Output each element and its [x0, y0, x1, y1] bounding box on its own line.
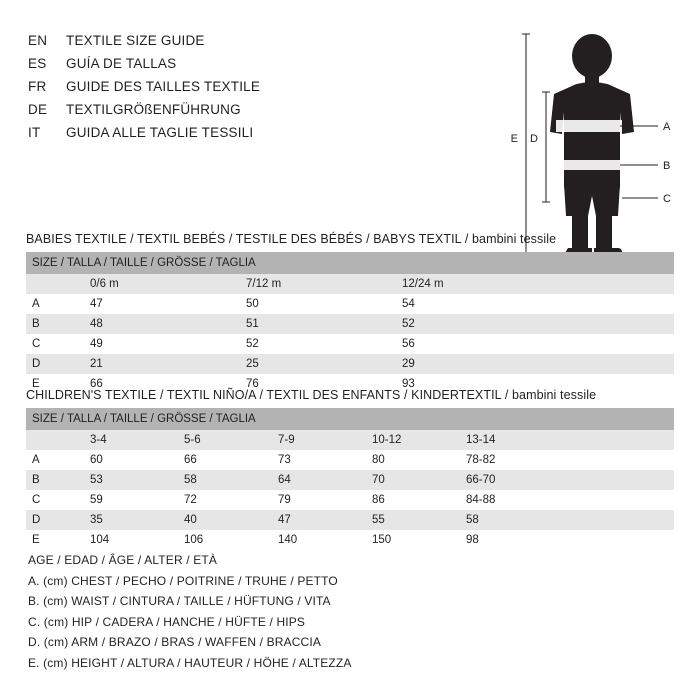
- table-row: [26, 354, 674, 374]
- row-value: 51: [240, 314, 396, 334]
- row-value: 56: [396, 334, 674, 354]
- row-value: 78-82: [460, 450, 674, 470]
- language-row: [28, 79, 468, 102]
- row-label: E: [26, 374, 84, 394]
- row-value: 86: [366, 490, 460, 510]
- row-value: 104: [84, 530, 178, 550]
- babies-column-2: 12/24 m: [396, 274, 674, 294]
- language-title: GUIDA ALLE TAGLIE TESSILI: [66, 125, 254, 140]
- language-code: FR: [28, 79, 47, 94]
- table-row: [26, 294, 674, 314]
- children-column-4: 13-14: [460, 430, 674, 450]
- row-value: 98: [460, 530, 674, 550]
- measurement-legend: [28, 550, 528, 673]
- row-value: 25: [240, 354, 396, 374]
- row-value: 93: [396, 374, 674, 394]
- row-value: 76: [240, 374, 396, 394]
- empty-cell: [26, 430, 84, 450]
- row-label: D: [26, 354, 84, 374]
- row-value: 55: [366, 510, 460, 530]
- children-size-table: [26, 408, 674, 550]
- table-row: [26, 530, 674, 550]
- row-value: 70: [366, 470, 460, 490]
- language-title: GUÍA DE TALLAS: [66, 56, 177, 71]
- row-value: 40: [178, 510, 272, 530]
- row-label: A: [26, 450, 84, 470]
- legend-line-c: C. (cm) HIP / CADERA / HANCHE / HÜFTE / HIPS: [28, 614, 306, 629]
- children-header-label: SIZE / TALLA / TAILLE / GRÖSSE / TAGLIA: [26, 408, 674, 430]
- children-column-1: 5-6: [178, 430, 272, 450]
- babies-header-label: SIZE / TALLA / TAILLE / GRÖSSE / TAGLIA: [26, 252, 674, 274]
- row-value: 58: [178, 470, 272, 490]
- children-section-title: CHILDREN'S TEXTILE / TEXTIL NIÑO/A / TEXTIL DES ENFANTS / KINDERTEXTIL / bambini tessile: [26, 388, 597, 402]
- row-value: 52: [240, 334, 396, 354]
- table-header-row: [26, 252, 674, 274]
- row-value: 64: [272, 470, 366, 490]
- children-section: [26, 388, 674, 550]
- row-value: 79: [272, 490, 366, 510]
- children-column-0: 3-4: [84, 430, 178, 450]
- language-code: IT: [28, 125, 41, 140]
- row-value: 21: [84, 354, 240, 374]
- babies-column-1: 7/12 m: [240, 274, 396, 294]
- row-value: 29: [396, 354, 674, 374]
- legend-line-age: AGE / EDAD / ÂGE / ALTER / ETÀ: [28, 553, 217, 567]
- row-value: 47: [272, 510, 366, 530]
- row-value: 52: [396, 314, 674, 334]
- row-label: E: [26, 530, 84, 550]
- row-label: B: [26, 470, 84, 490]
- row-label: C: [26, 334, 84, 354]
- table-row: [26, 314, 674, 334]
- table-header-row: [26, 408, 674, 430]
- children-column-2: 7-9: [272, 430, 366, 450]
- callout-label-b: B: [663, 160, 671, 172]
- table-row: [26, 510, 674, 530]
- row-value: 47: [84, 294, 240, 314]
- language-title: TEXTILGRÖßENFÜHRUNG: [66, 102, 241, 117]
- language-row: [28, 102, 468, 125]
- row-value: 53: [84, 470, 178, 490]
- row-label: D: [26, 510, 84, 530]
- babies-size-table: [26, 252, 674, 394]
- row-value: 73: [272, 450, 366, 470]
- callout-label-c: C: [663, 193, 671, 205]
- empty-cell: [26, 274, 84, 294]
- table-row: [26, 490, 674, 510]
- row-value: 140: [272, 530, 366, 550]
- row-value: 84-88: [460, 490, 674, 510]
- callout-label-d: D: [530, 133, 538, 145]
- babies-section: [26, 232, 674, 394]
- table-row: [26, 450, 674, 470]
- language-row: [28, 33, 468, 56]
- callout-label-e: E: [510, 133, 518, 145]
- children-column-3: 10-12: [366, 430, 460, 450]
- row-value: 66: [178, 450, 272, 470]
- language-code: EN: [28, 33, 48, 48]
- table-column-row: [26, 274, 674, 294]
- row-value: 150: [366, 530, 460, 550]
- legend-line-d: D. (cm) ARM / BRAZO / BRAS / WAFFEN / BRACCIA: [28, 635, 321, 649]
- row-value: 60: [84, 450, 178, 470]
- language-row: [28, 125, 468, 148]
- language-code: ES: [28, 56, 47, 71]
- legend-line-e: E. (cm) HEIGHT / ALTURA / HAUTEUR / HÖHE / ALTEZZA: [28, 655, 352, 670]
- table-column-row: [26, 430, 674, 450]
- row-label: A: [26, 294, 84, 314]
- row-value: 35: [84, 510, 178, 530]
- language-row: [28, 56, 468, 79]
- table-row: [26, 334, 674, 354]
- row-value: 66: [84, 374, 240, 394]
- babies-section-title: BABIES TEXTILE / TEXTIL BEBÉS / TESTILE DES BÉBÉS / BABYS TEXTIL / bambini tessile: [26, 232, 557, 246]
- row-value: 48: [84, 314, 240, 334]
- row-value: 49: [84, 334, 240, 354]
- language-title: TEXTILE SIZE GUIDE: [66, 33, 205, 48]
- callout-label-a: A: [663, 121, 671, 133]
- language-title-block: [28, 33, 468, 148]
- row-value: 59: [84, 490, 178, 510]
- legend-line-b: B. (cm) WAIST / CINTURA / TAILLE / HÜFTUNG / VITA: [28, 594, 331, 608]
- language-code: DE: [28, 102, 48, 117]
- table-row: [26, 470, 674, 490]
- row-value: 80: [366, 450, 460, 470]
- babies-column-0: 0/6 m: [84, 274, 240, 294]
- row-value: 106: [178, 530, 272, 550]
- row-value: 72: [178, 490, 272, 510]
- language-title: GUIDE DES TAILLES TEXTILE: [66, 79, 261, 94]
- row-value: 66-70: [460, 470, 674, 490]
- row-label: B: [26, 314, 84, 334]
- row-label: C: [26, 490, 84, 510]
- row-value: 50: [240, 294, 396, 314]
- legend-line-a: A. (cm) CHEST / PECHO / POITRINE / TRUHE / PETTO: [28, 573, 338, 588]
- row-value: 58: [460, 510, 674, 530]
- row-value: 54: [396, 294, 674, 314]
